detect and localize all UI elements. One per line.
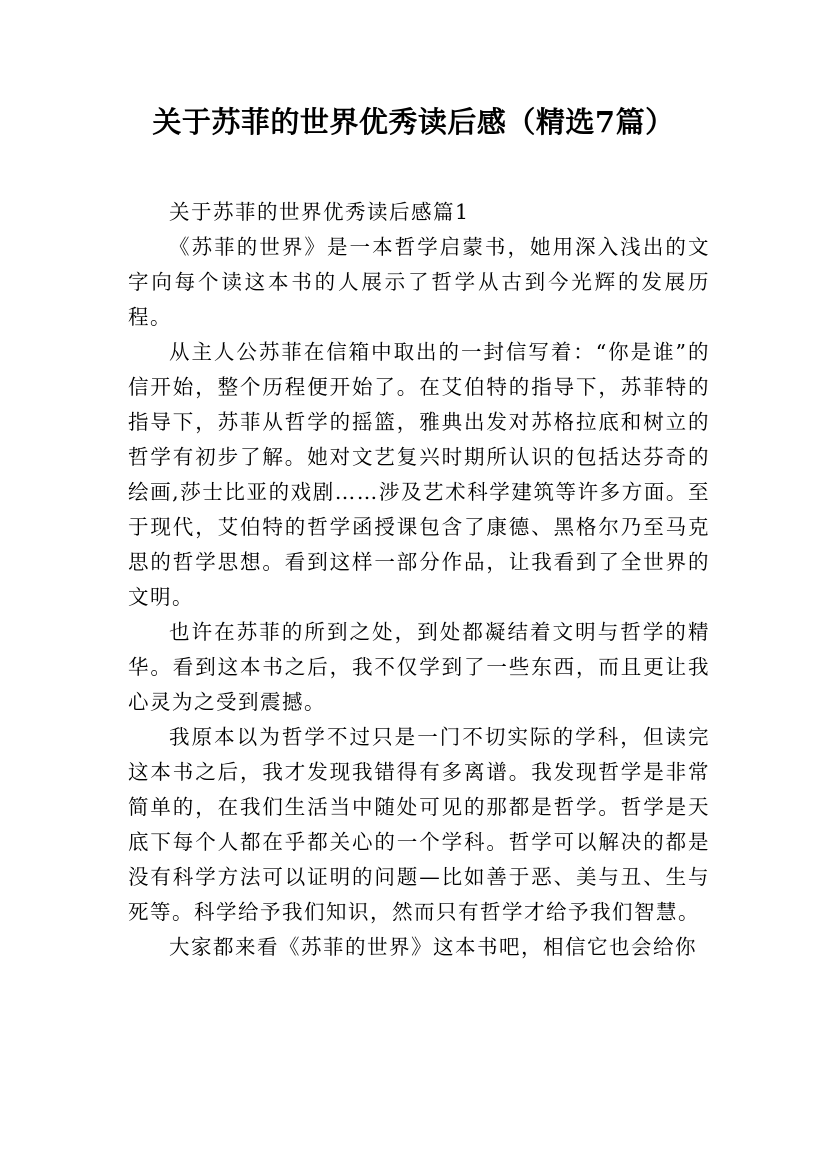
paragraph-4: 我原本以为哲学不过只是一门不切实际的学科，但读完这本书之后，我才发现我错得有多离谱。我发现哲学是非常简单的，在我们生活当中随处可见的那都是哲学。哲学是天底下每个人都在乎都关心的一个学科。哲学可以解决的都是没有科学方法可以证明的问题—比如善于恶、美与丑、生与死等。科学给予我们知识，然而只有哲学才给予我们智慧。 (128, 725, 710, 924)
paragraph-1: 《苏菲的世界》是一本哲学启蒙书，她用深入浅出的文字向每个读这本书的人展示了哲学从古到今光辉的发展历程。 (128, 235, 710, 329)
document-body (128, 195, 710, 965)
section-heading: 关于苏菲的世界优秀读后感篇1 (169, 200, 470, 224)
paragraph-2: 从主人公苏菲在信箱中取出的一封信写着：“你是谁”的信开始，整个历程便开始了。在艾伯特的指导下，苏菲特的指导下，苏菲从哲学的摇篮，雅典出发对苏格拉底和树立的哲学有初步了解。她对文艺复兴时期所认识的包括达芬奇的绘画,莎士比亚的戏剧……涉及艺术科学建筑等许多方面。至于现代，艾伯特的哲学函授课包含了康德、黑格尔乃至马克思的哲学思想。看到这样一部分作品，让我看到了全世界的文明。 (128, 340, 710, 609)
document-title: 关于苏菲的世界优秀读后感（精选7篇） (152, 105, 675, 139)
paragraph-3: 也许在苏菲的所到之处，到处都凝结着文明与哲学的精华。看到这本书之后，我不仅学到了一些东西，而且更让我心灵为之受到震撼。 (128, 620, 710, 714)
paragraph-5: 大家都来看《苏菲的世界》这本书吧，相信它也会给你 (169, 935, 697, 959)
